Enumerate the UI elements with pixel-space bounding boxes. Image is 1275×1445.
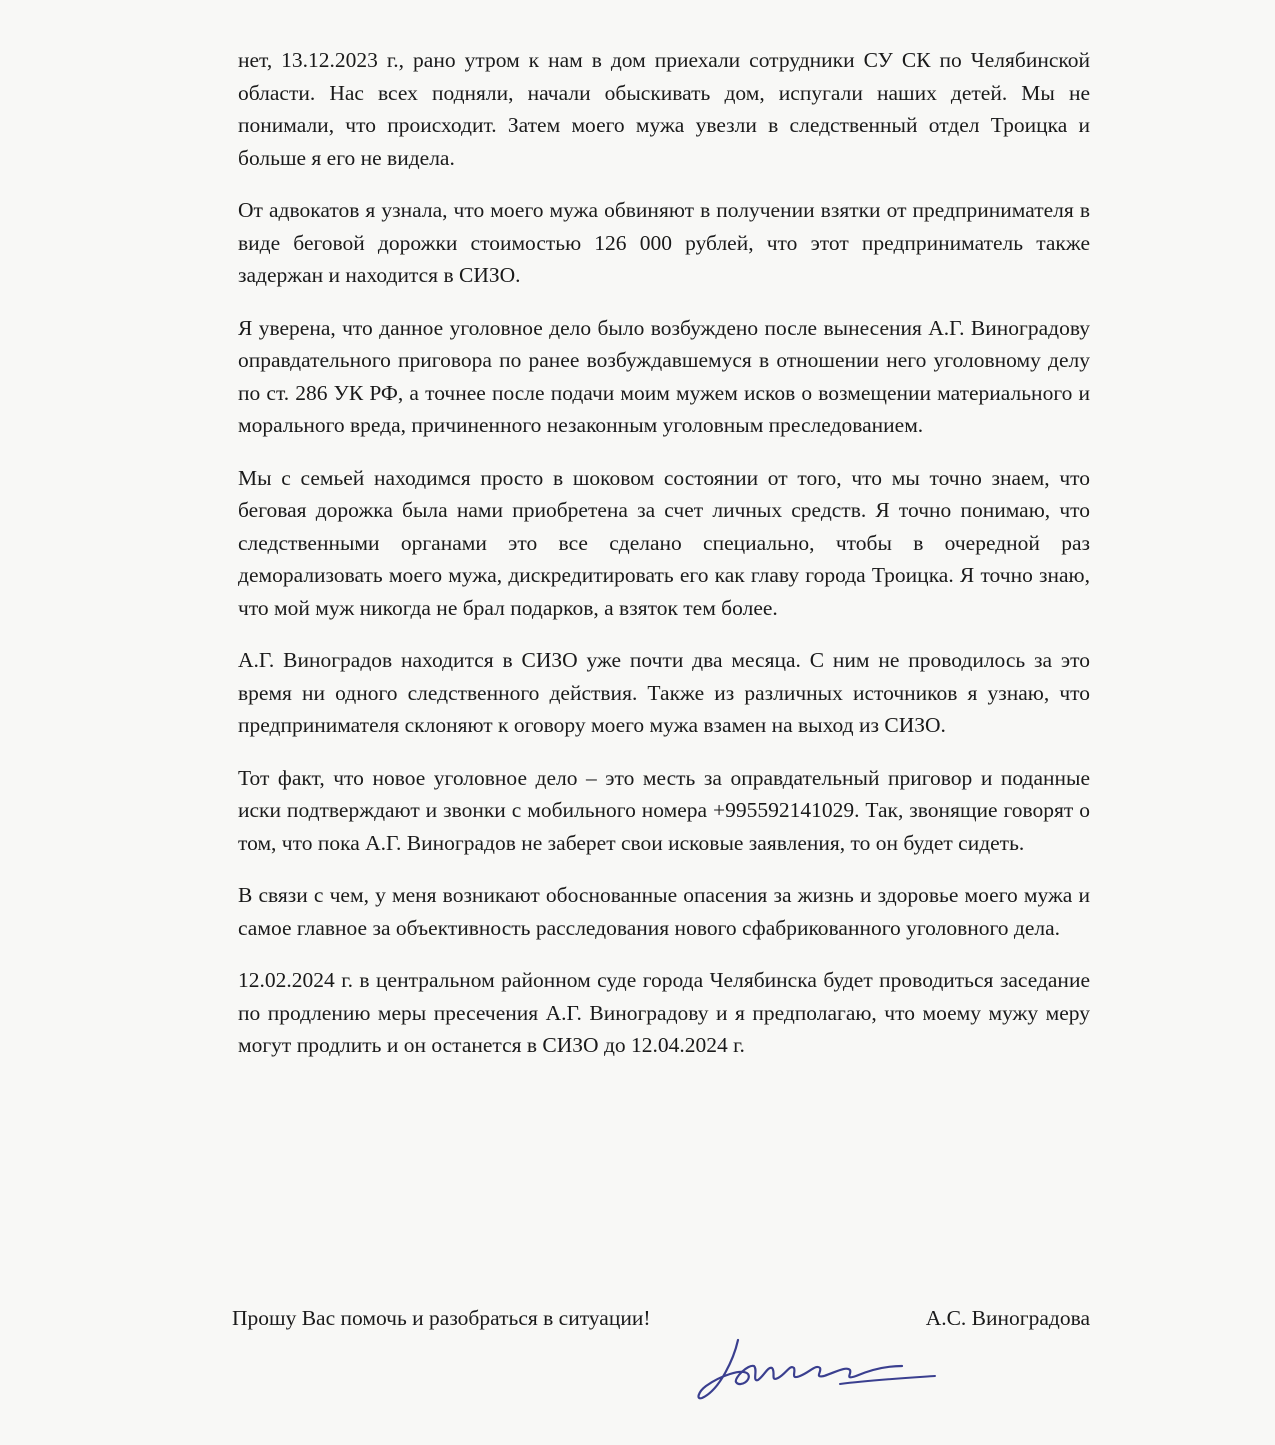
handwritten-signature <box>690 1330 940 1410</box>
signer-name: А.С. Виноградова <box>925 1306 1090 1330</box>
paragraph-5: А.Г. Виноградов находится в СИЗО уже почти два месяца. С ним не проводилось за это время ни одного следственного действия. Также из различных источников я узнаю, что предпринимателя склоняют к оговору моего мужа взамен на выход из СИЗО. <box>238 648 1090 737</box>
paragraph-8: 12.02.2024 г. в центральном районном суде города Челябинска будет проводиться заседание по продлению меры пресечения А.Г. Виноградову и я предполагаю, что моему мужу меру могут продлить и он останется в СИЗО до 12.04.2024 г. <box>238 968 1090 1057</box>
letter-body <box>238 44 1090 1082</box>
closing-line <box>232 1302 1090 1334</box>
paragraph-3: Я уверена, что данное уголовное дело было возбуждено после вынесения А.Г. Виноградову оправдательного приговора по ранее возбуждавшемуся в отношении него уголовному делу по ст. 286 УК РФ, а точнее после подачи моим мужем исков о возмещении материального и морального вреда, причиненного незаконным уголовным преследованием. <box>238 315 1090 437</box>
paragraph-7: В связи с чем, у меня возникают обоснованные опасения за жизнь и здоровье моего мужа и самое главное за объективность расследования нового сфабрикованного уголовного дела. <box>238 883 1090 940</box>
paragraph-4: Мы с семьей находимся просто в шоковом состоянии от того, что мы точно знаем, что беговая дорожка была нами приобретена за счет личных средств. Я точно понимаю, что следственными органами это все сделано специально, чтобы в очередной раз деморализовать моего мужа, дискредитировать его как главу города Троицка. Я точно знаю, что мой муж никогда не брал подарков, а взяток тем более. <box>238 465 1090 620</box>
paragraph-1: нет, 13.12.2023 г., рано утром к нам в дом приехали сотрудники СУ СК по Челябинской области. Нас всех подняли, начали обыскивать дом, испугали наших детей. Мы не понимали, что происходит. Затем моего мужа увезли в следственный отдел Троицка и больше я его не видела. <box>238 48 1090 170</box>
paragraph-2: От адвокатов я узнала, что моего мужа обвиняют в получении взятки от предпринимателя в виде беговой дорожки стоимостью 126 000 рублей, что этот предприниматель также задержан и находится в СИЗО. <box>238 198 1090 287</box>
paragraph-6: Тот факт, что новое уголовное дело – это месть за оправдательный приговор и поданные иски подтверждают и звонки с мобильного номера +995592141029. Так, звонящие говорят о том, что пока А.Г. Виноградов не заберет свои исковые заявления, то он будет сидеть. <box>238 765 1090 855</box>
closing-request: Прошу Вас помочь и разобраться в ситуации! <box>232 1306 651 1330</box>
